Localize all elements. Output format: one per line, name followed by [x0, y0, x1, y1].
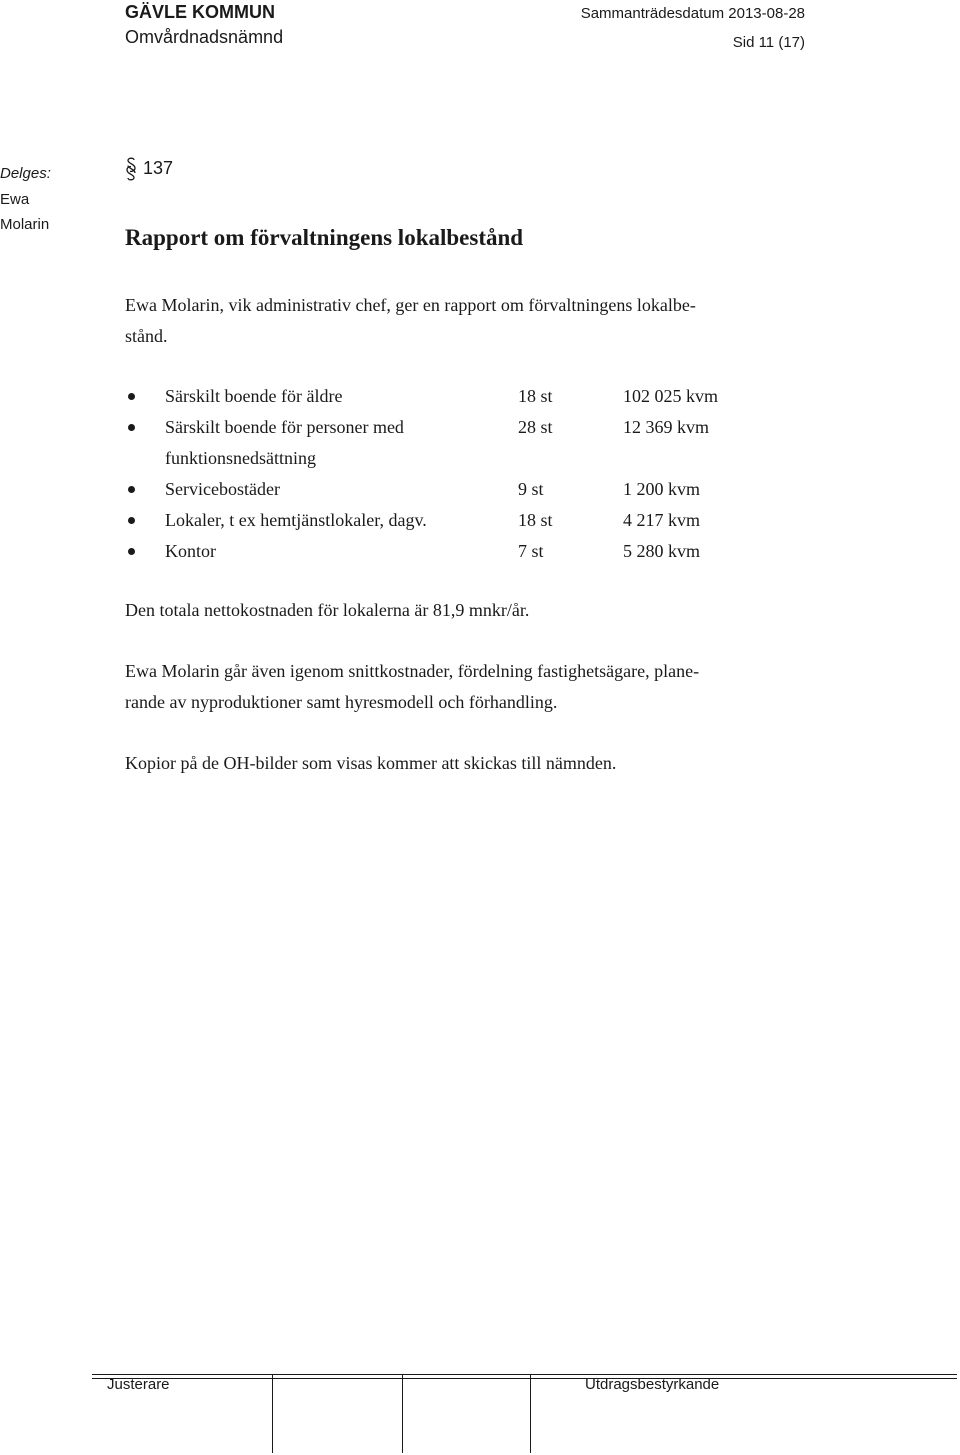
footer-divider: [272, 1374, 273, 1453]
summary-paragraph: [125, 656, 815, 718]
meeting-date: Sammanträdesdatum 2013-08-28: [580, 5, 805, 22]
item-label: Kontor: [165, 541, 216, 561]
department-name: Omvårdnadsnämnd: [125, 27, 284, 47]
summary-line-1: Ewa Molarin går även igenom snittkostnader, fördelning fastighetsägare, plane-: [125, 661, 700, 681]
item-count: 7 st: [518, 541, 544, 561]
list-item: [125, 381, 815, 412]
bullet-icon: [125, 474, 165, 505]
item-count: 18 st: [518, 510, 553, 530]
premises-list: [125, 381, 815, 567]
bullet-icon: [125, 536, 165, 567]
copies-paragraph: Kopior på de OH-bilder som visas kommer att skickas till nämnden.: [125, 753, 617, 773]
delges-label: Delges:: [0, 165, 51, 182]
footer-rule-bottom: [92, 1378, 957, 1379]
document-title: Rapport om förvaltningens lokalbestånd: [125, 225, 524, 250]
item-count: 9 st: [518, 479, 544, 499]
paragraph-section-icon: [125, 156, 137, 182]
item-area: 102 025 kvm: [623, 386, 719, 406]
footer-rule-top: [92, 1374, 957, 1375]
footer-divider: [402, 1374, 403, 1453]
intro-paragraph: [125, 290, 815, 352]
bullet-icon: [125, 412, 165, 443]
section-number: 137: [143, 158, 174, 178]
item-area: 12 369 kvm: [623, 417, 710, 437]
item-area: 5 280 kvm: [623, 541, 701, 561]
list-item: [125, 474, 815, 505]
footer-utdragsbestyrkande-label: Utdragsbestyrkande: [585, 1376, 720, 1393]
intro-line-2: stånd.: [125, 326, 168, 346]
item-label: Lokaler, t ex hemtjänstlokaler, dagv.: [165, 510, 427, 530]
item-label: funktionsnedsättning: [165, 448, 316, 468]
section-heading: [125, 158, 173, 184]
item-count: 28 st: [518, 417, 553, 437]
footer-justerare-label: Justerare: [107, 1376, 170, 1393]
bullet-icon: [125, 505, 165, 536]
recipient-last-name: Molarin: [0, 216, 50, 233]
item-area: 4 217 kvm: [623, 510, 701, 530]
list-item-continuation: [125, 443, 815, 474]
bullet-icon: [125, 381, 165, 412]
page-number: Sid 11 (17): [732, 34, 805, 51]
organization-name: GÄVLE KOMMUN: [125, 2, 275, 22]
item-label: Särskilt boende för personer med: [165, 417, 404, 437]
footer-divider: [530, 1374, 531, 1453]
intro-line-1: Ewa Molarin, vik administrativ chef, ger en rapport om förvaltningens lokalbe-: [125, 295, 696, 315]
list-item: [125, 505, 815, 536]
list-item: [125, 536, 815, 567]
recipient-first-name: Ewa: [0, 191, 30, 208]
list-item: [125, 412, 815, 443]
summary-line-2: rande av nyproduktioner samt hyresmodell och förhandling.: [125, 692, 558, 712]
total-cost-paragraph: Den totala nettokostnaden för lokalerna är 81,9 mnkr/år.: [125, 600, 530, 620]
item-area: 1 200 kvm: [623, 479, 701, 499]
item-count: 18 st: [518, 386, 553, 406]
item-label: Särskilt boende för äldre: [165, 386, 343, 406]
item-label: Servicebostäder: [165, 479, 280, 499]
